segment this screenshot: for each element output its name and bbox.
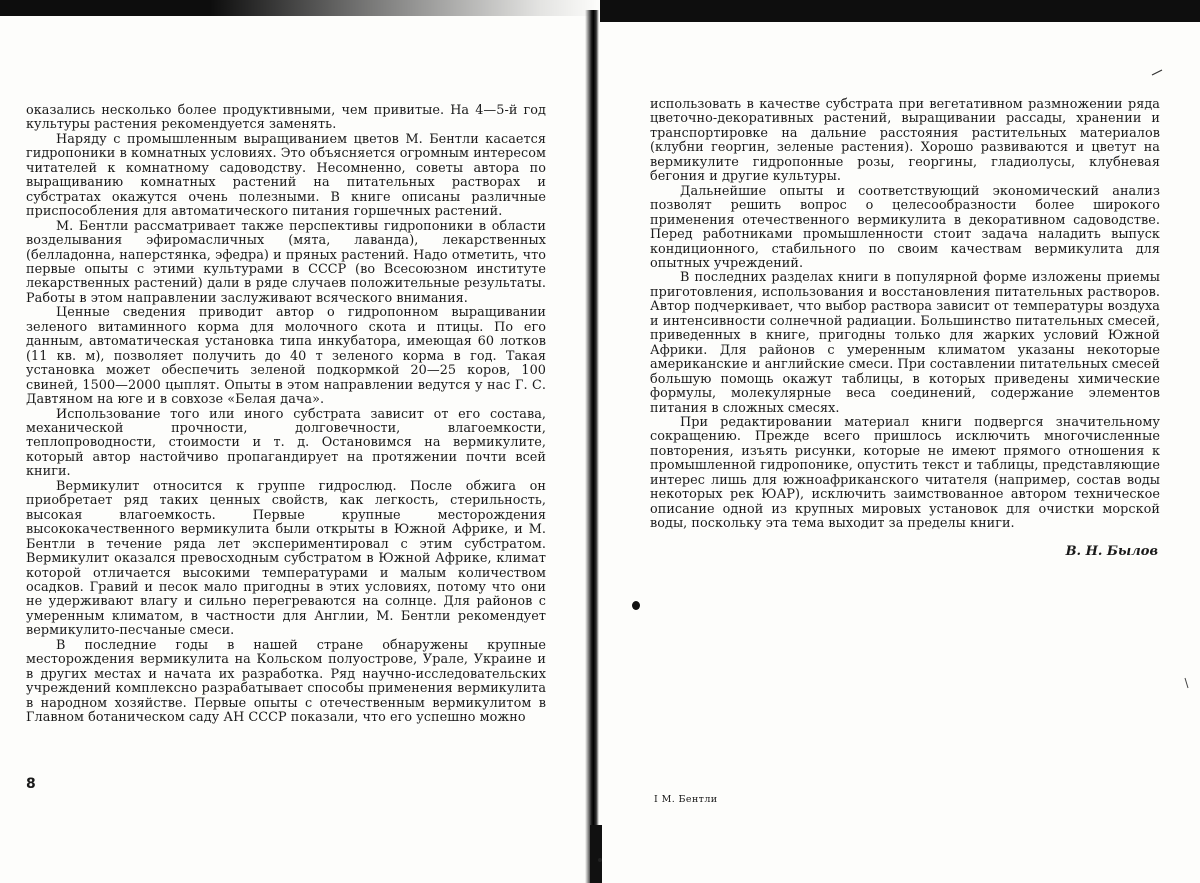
left-paragraph: М. Бентли рассматривает также перспективы гидропоники в области возделывания эфиромасличных (мята, лаванда), лекарственных (белладонна, наперстянка, эфедра) и пряных растений. Надо отметить, что первые опыты с этими культурами в СССР (во Всесоюзном институте лекарственных растений) дали в ряде случаев положительные результаты. Работы в этом направлении заслуживают всяческого внимания. xyxy=(26,218,546,306)
right-paragraph: использовать в качестве субстрата при вегетативном размножении ряда цветочно-декоративных растений, выращивании рассады, хранении и транспортировке на дальние расстояния растительных материалов (клубни георгин, зеленые растения). Хорошо развиваются и цветут на вермикулите гидропонные розы, георгины, гладиолусы, клубневая бегония и другие культуры. xyxy=(650,97,1160,185)
left-page xyxy=(26,104,546,725)
book-gutter xyxy=(585,10,599,883)
author-signature: В. Н. Былов xyxy=(1065,543,1158,559)
scan-edge-right xyxy=(600,0,1200,22)
left-paragraph: оказались несколько более продуктивными, чем привитые. На 4—5-й год культуры растения рекомендуется заменять. xyxy=(26,103,546,133)
left-paragraph: В последние годы в нашей стране обнаружены крупные месторождения вермикулита на Кольском полуострове, Урале, Украине и в других местах и начата их разработка. Ряд научно-исследовательских учреждений комплексно разрабатывает способы применения вермикулита в народном хозяйстве. Первые опыты с отечественным вермикулитом в Главном ботаническом саду АН СССР показали, что его успешно можно xyxy=(26,637,546,726)
right-paragraph: При редактировании материал книги подвергся значительному сокращению. Прежде всего пришлось исключить многочисленные повторения, изъять рисунки, которые не имеют прямого отношения к промышленной гидропонике, опустить текст и таблицы, представляющие интерес лишь для южноафриканского читателя (например, состав воды некоторых рек ЮАР), исключить заимствованное автором техническое описание одной из крупных мировых установок для очистки морской воды, поскольку эта тема выходит за пределы книги. xyxy=(650,414,1160,532)
signature-mark-footnote: I М. Бентли xyxy=(654,794,718,805)
left-paragraph: Наряду с промышленным выращиванием цветов М. Бентли касается гидропоники в комнатных условиях. Это объясняется огромным интересом читателей к комнатному садоводству. Несомненно, советы автора по выращиванию комнатных растений на питательных растворах и субстратах окажутся очень полезными. В книге описаны различные приспособления для автоматического питания горшечных растений. xyxy=(26,131,546,220)
right-paragraph: В последних разделах книги в популярной форме изложены приемы приготовления, использования и восстановления питательных растворов. Автор подчеркивает, что выбор раствора зависит от температуры воздуха и интенсивности солнечной радиации. Большинство питательных смесей, приведенных в книге, пригодны только для жарких условий Южной Африки. Для районов с умеренным климатом указаны некоторые американские и английские смеси. При составлении питательных смесей большую помощь окажут таблицы, в которых приведены химические формулы, молекулярные веса соединений, содержание элементов питания в сложных смесях. xyxy=(650,270,1160,416)
book-gutter-shadow xyxy=(590,825,602,883)
ink-dot xyxy=(632,601,640,610)
left-paragraph: Вермикулит относится к группе гидрослюд. После обжига он приобретает ряд таких ценных свойств, как легкость, стерильность, высокая влагоемкость. Первые крупные месторождения высококачественного вермикулита были открыты в Южной Африке, и М. Бентли в течение ряда лет экспериментировал с этим субстратом. Вермикулит оказался превосходным субстратом в Южной Африке, климат которой отличается высокими температурами и малым количеством осадков. Гравий и песок мало пригодны в этих условиях, потому что они не удерживают влагу и сильно перегреваются на солнце. Для районов с умеренным климатом, в частности для Англии, М. Бентли рекомендует вермикулито-песчаные смеси. xyxy=(26,478,546,639)
left-paragraph: Ценные сведения приводит автор о гидропонном выращивании зеленого витаминного корма для молочного скота и птицы. По его данным, автоматическая установка типа инкубатора, имеющая 60 лотков (11 кв. м), позволяет получить до 40 т зеленого корма в год. Такая установка может обеспечить зеленой подкормкой 20—25 коров, 100 свиней, 1500—2000 цыплят. Опыты в этом направлении ведутся у нас Г. С. Давтяном на юге и в совхозе «Белая дача». xyxy=(26,305,546,408)
scan-edge-left xyxy=(0,0,600,16)
right-page xyxy=(650,98,1160,559)
left-paragraph: Использование того или иного субстрата зависит от его состава, механической прочности, долговечности, влагоемкости, теплопроводности, стоимости и т. д. Остановимся на вермикулите, который автор настойчиво пропагандирует на протяжении почти всей книги. xyxy=(26,406,546,480)
page-number: 8 xyxy=(26,776,36,792)
right-paragraph: Дальнейшие опыты и соответствующий экономический анализ позволят решить вопрос о целесообразности более широкого применения отечественного вермикулита в декоративном садоводстве. Перед работниками промышленности стоит задача наладить выпуск кондиционного, стабильного по своим качествам вермикулита для опытных учреждений. xyxy=(650,183,1160,271)
